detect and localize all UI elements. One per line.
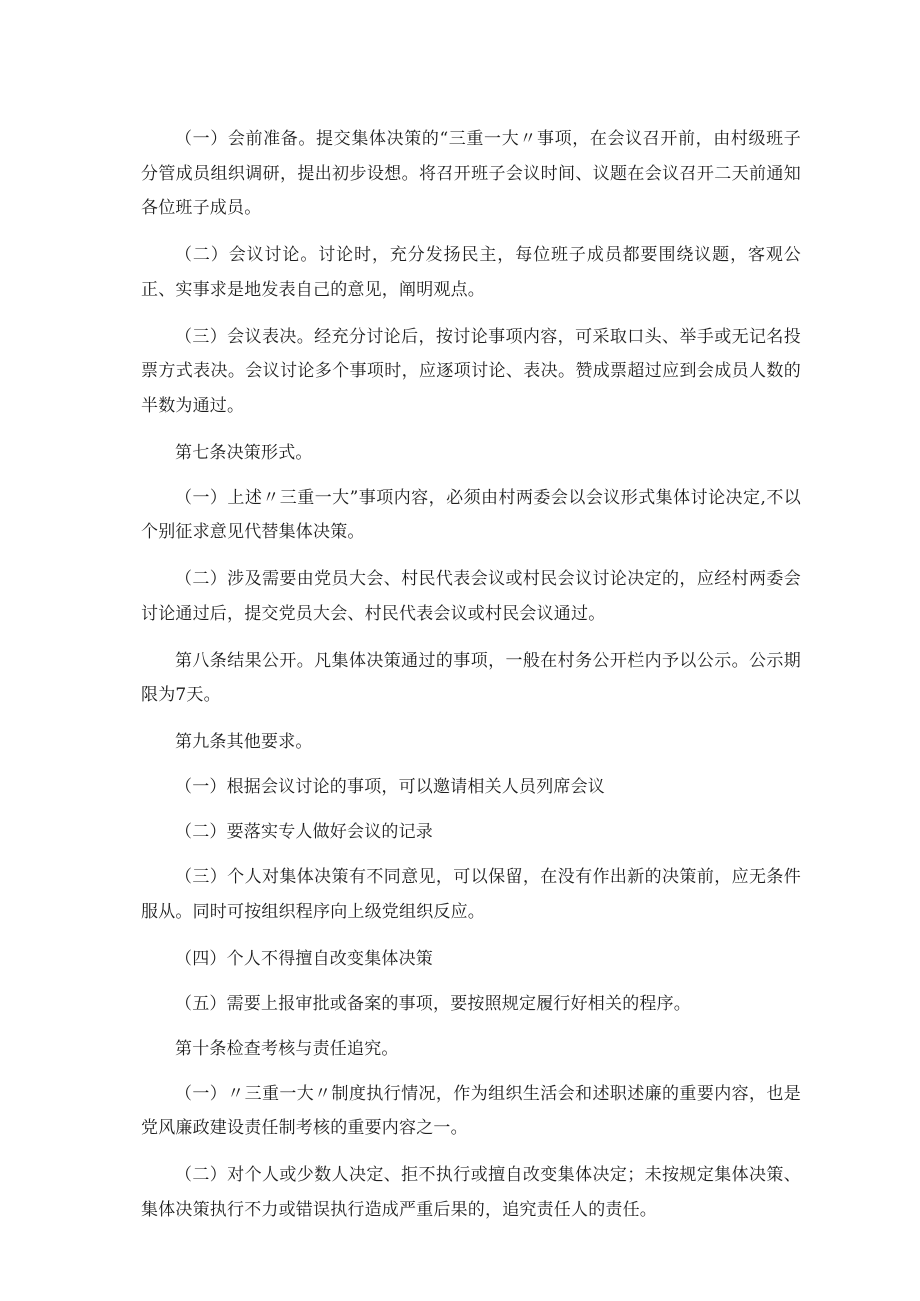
paragraph-accountability-1: （一）〃三重一大〃制度执行情况，作为组织生活会和述职述廉的重要内容，也是党风廉政建设责任制考核的重要内容之一。 bbox=[141, 1083, 801, 1138]
paragraph-meeting-discussion: （二）会议讨论。讨论时，充分发扬民主，每位班子成员都要围绕议题，客观公正、实事求是地发表自己的意见，阐明观点。 bbox=[141, 245, 801, 300]
article-8-result-disclosure: 第八条结果公开。凡集体决策通过的事项，一般在村务公开栏内予以公示。公示期限为7天。 bbox=[141, 650, 801, 705]
paragraph-decision-form-1: （一）上述〃三重一大”事项内容，必须由村两委会以会议形式集体讨论决定,不以个别征求意见代替集体决策。 bbox=[141, 487, 801, 542]
article-7-heading: 第七条决策形式。 bbox=[175, 442, 313, 463]
article-10-heading: 第十条检查考核与责任追究。 bbox=[175, 1038, 399, 1059]
paragraph-other-req-3: （三）个人对集体决策有不同意见，可以保留，在没有作出新的决策前，应无条件服从。同时可按组织程序向上级党组织反应。 bbox=[141, 867, 801, 922]
paragraph-decision-form-2: （二）涉及需要由党员大会、村民代表会议或村民会议讨论决定的，应经村两委会讨论通过后，提交党员大会、村民代表会议或村民会议通过。 bbox=[141, 569, 801, 624]
paragraph-other-req-4: （四）个人不得擅自改变集体决策 bbox=[175, 948, 433, 969]
paragraph-meeting-preparation: （一）会前准备。提交集体决策的“三重一大〃事项，在会议召开前，由村级班子分管成员组织调研，提出初步设想。将召开班子会议时间、议题在会议召开二天前通知各位班子成员。 bbox=[141, 129, 801, 218]
article-9-heading: 第九条其他要求。 bbox=[175, 732, 313, 752]
paragraph-meeting-vote: （三）会议表决。经充分讨论后，按讨论事项内容，可采取口头、举手或无记名投票方式表决。会议讨论多个事项时，应逐项讨论、表决。赞成票超过应到会成员人数的半数为通过。 bbox=[141, 326, 801, 416]
paragraph-other-req-2: （二）要落实专人做好会议的记录 bbox=[175, 822, 433, 842]
paragraph-accountability-2: （二）对个人或少数人决定、拒不执行或擅自改变集体决定；未按规定集体决策、集体决策执行不力或错误执行造成严重后果的，追究责任人的责任。 bbox=[141, 1165, 801, 1220]
document-body bbox=[141, 122, 801, 1240]
paragraph-other-req-1: （一）根据会议讨论的事项，可以邀请相关人员列席会议 bbox=[175, 777, 605, 797]
paragraph-other-req-5: （五）需要上报审批或备案的事项，要按照规定履行好相关的程序。 bbox=[175, 993, 691, 1014]
